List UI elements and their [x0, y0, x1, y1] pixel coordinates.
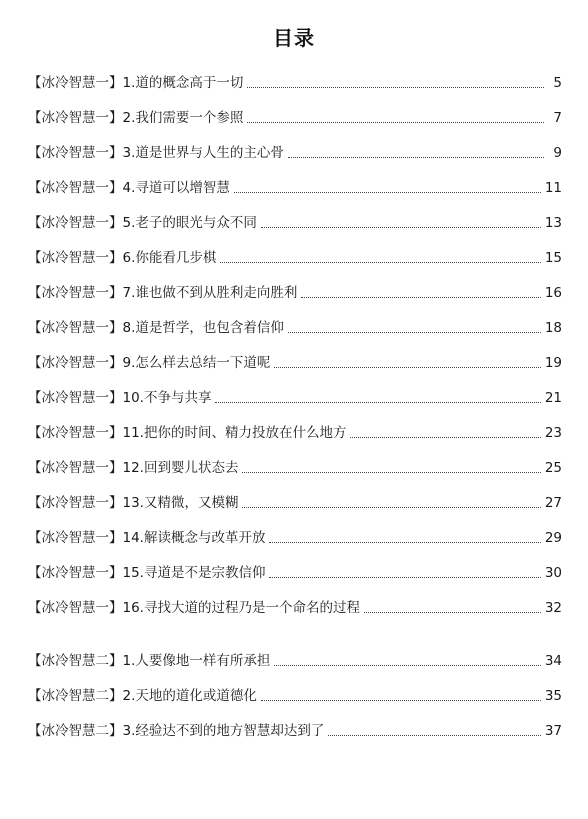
toc-entry[interactable]	[28, 451, 562, 477]
toc-entry-title: 3.经验达不到的地方智慧却达到了	[122, 723, 325, 739]
toc-entry-page: 25	[544, 460, 562, 476]
dot-leader	[247, 86, 544, 88]
dot-leader	[274, 366, 540, 368]
toc-entry-title: 12.回到婴儿状态去	[122, 460, 239, 476]
table-of-contents	[28, 66, 562, 749]
toc-entry[interactable]	[28, 206, 562, 232]
toc-entry-series: 【冰冷智慧一】	[28, 460, 123, 476]
toc-entry[interactable]	[28, 591, 562, 617]
toc-entry-page: 18	[544, 320, 562, 336]
toc-entry[interactable]	[28, 556, 562, 582]
dot-leader	[274, 664, 540, 666]
toc-entry[interactable]	[28, 679, 562, 705]
dot-leader	[242, 471, 540, 473]
dot-leader	[220, 261, 540, 263]
toc-entry-series: 【冰冷智慧一】	[28, 110, 123, 126]
toc-entry-title: 15.寻道是不是宗教信仰	[122, 565, 266, 581]
toc-entry-title: 9.怎么样去总结一下道呢	[122, 355, 271, 371]
dot-leader	[364, 611, 541, 613]
toc-entry-page: 13	[544, 215, 562, 231]
dot-leader	[261, 226, 541, 228]
dot-leader	[288, 156, 544, 158]
toc-entry-title: 11.把你的时间、精力投放在什么地方	[122, 425, 347, 441]
toc-entry[interactable]	[28, 346, 562, 372]
toc-entry[interactable]	[28, 276, 562, 302]
toc-entry-series: 【冰冷智慧一】	[28, 390, 123, 406]
toc-entry-title: 2.我们需要一个参照	[122, 110, 244, 126]
toc-entry-page: 34	[544, 653, 562, 669]
toc-entry[interactable]	[28, 311, 562, 337]
dot-leader	[242, 506, 540, 508]
toc-entry-page: 29	[544, 530, 562, 546]
toc-entry-series: 【冰冷智慧二】	[28, 688, 123, 704]
toc-entry[interactable]	[28, 521, 562, 547]
toc-entry-series: 【冰冷智慧一】	[28, 530, 123, 546]
toc-entry-series: 【冰冷智慧一】	[28, 180, 123, 196]
toc-entry-title: 4.寻道可以增智慧	[122, 180, 230, 196]
dot-leader	[350, 436, 540, 438]
toc-entry-series: 【冰冷智慧二】	[28, 653, 123, 669]
toc-entry[interactable]	[28, 416, 562, 442]
toc-entry-page: 5	[553, 75, 562, 91]
toc-entry-title: 2.天地的道化或道德化	[122, 688, 257, 704]
toc-entry-title: 8.道是哲学，也包含着信仰	[122, 320, 284, 336]
toc-entry-series: 【冰冷智慧一】	[28, 250, 123, 266]
dot-leader	[234, 191, 541, 193]
dot-leader	[269, 576, 540, 578]
toc-entry-title: 3.道是世界与人生的主心骨	[122, 145, 284, 161]
toc-entry-title: 6.你能看几步棋	[122, 250, 217, 266]
toc-entry-page: 21	[544, 390, 562, 406]
toc-entry-page: 9	[553, 145, 562, 161]
dot-leader	[301, 296, 540, 298]
toc-entry-page: 37	[544, 723, 562, 739]
toc-entry-title: 7.谁也做不到从胜利走向胜利	[122, 285, 298, 301]
toc-entry-page: 11	[544, 180, 562, 196]
dot-leader	[288, 331, 541, 333]
toc-entry-page: 15	[544, 250, 562, 266]
toc-entry-series: 【冰冷智慧一】	[28, 600, 123, 616]
toc-entry-series: 【冰冷智慧二】	[28, 723, 123, 739]
toc-entry-page: 19	[544, 355, 562, 371]
toc-entry-page: 16	[544, 285, 562, 301]
toc-entry-series: 【冰冷智慧一】	[28, 215, 123, 231]
toc-entry[interactable]	[28, 241, 562, 267]
toc-entry-series: 【冰冷智慧一】	[28, 285, 123, 301]
toc-entry-page: 35	[544, 688, 562, 704]
toc-entry-page: 32	[544, 600, 562, 616]
dot-leader	[215, 401, 540, 403]
toc-entry[interactable]	[28, 171, 562, 197]
dot-leader	[269, 541, 540, 543]
toc-entry-series: 【冰冷智慧一】	[28, 320, 123, 336]
toc-entry-series: 【冰冷智慧一】	[28, 425, 123, 441]
toc-entry-title: 1.人要像地一样有所承担	[122, 653, 271, 669]
toc-entry[interactable]	[28, 136, 562, 162]
toc-entry[interactable]	[28, 714, 562, 740]
toc-entry-series: 【冰冷智慧一】	[28, 355, 123, 371]
toc-entry[interactable]	[28, 381, 562, 407]
toc-entry[interactable]	[28, 486, 562, 512]
toc-entry[interactable]	[28, 644, 562, 670]
toc-entry-title: 14.解读概念与改革开放	[122, 530, 266, 546]
toc-entry-series: 【冰冷智慧一】	[28, 75, 123, 91]
toc-entry-title: 5.老子的眼光与众不同	[122, 215, 257, 231]
toc-entry-title: 1.道的概念高于一切	[122, 75, 244, 91]
toc-entry-page: 27	[544, 495, 562, 511]
dot-leader	[261, 699, 541, 701]
toc-entry-title: 13.又精微，又模糊	[122, 495, 239, 511]
toc-entry-title: 10.不争与共享	[122, 390, 212, 406]
toc-entry-series: 【冰冷智慧一】	[28, 565, 123, 581]
toc-entry-series: 【冰冷智慧一】	[28, 145, 123, 161]
dot-leader	[328, 734, 540, 736]
toc-entry-series: 【冰冷智慧一】	[28, 495, 123, 511]
toc-entry-title: 16.寻找大道的过程乃是一个命名的过程	[122, 600, 360, 616]
toc-entry-page: 30	[544, 565, 562, 581]
toc-entry-page: 23	[544, 425, 562, 441]
toc-title: 目录	[273, 26, 315, 50]
dot-leader	[247, 121, 544, 123]
toc-entry[interactable]	[28, 66, 562, 92]
toc-entry-page: 7	[553, 110, 562, 126]
toc-entry[interactable]	[28, 101, 562, 127]
